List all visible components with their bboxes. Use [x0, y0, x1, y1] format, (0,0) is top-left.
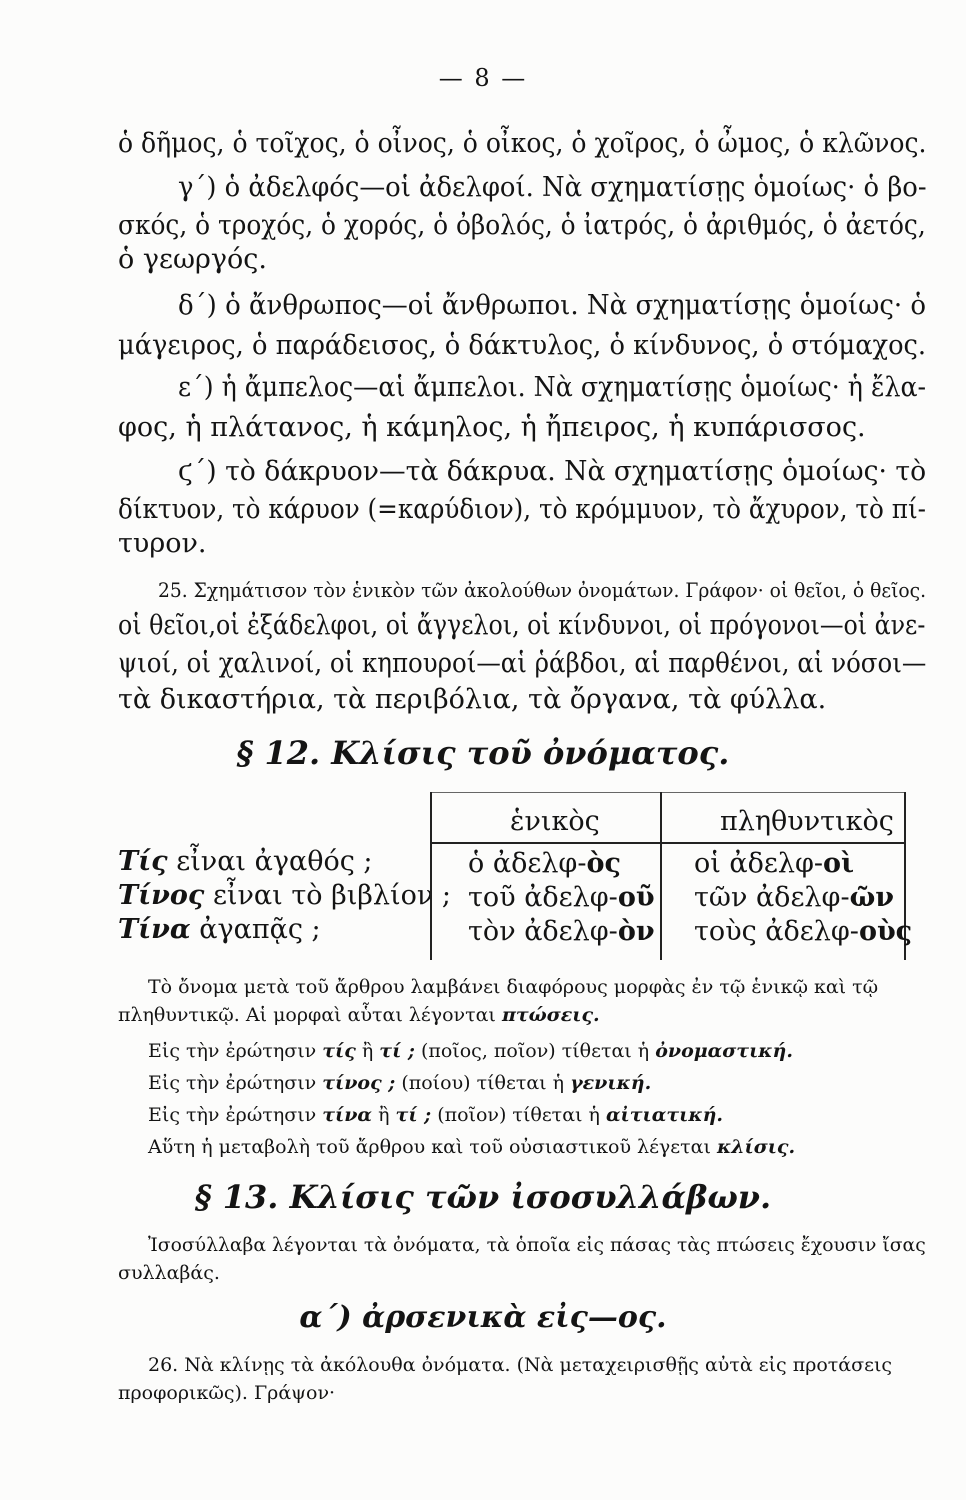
question-word: Τίς	[118, 846, 168, 877]
table-top-rule	[430, 792, 906, 793]
note-line	[118, 1004, 600, 1026]
header-singular: ἑνικὸς	[510, 806, 600, 837]
note-emphasis: πτώσεις.	[501, 1004, 600, 1026]
note-text: πληθυντικῷ. Αἱ μορφαὶ αὗται λέγονται	[118, 1004, 496, 1026]
exercise-26-line: 26. Νὰ κλίνῃς τὰ ἀκόλουθα ὀνόματα. (Νὰ μεταχειρισθῇς αὐτὰ εἰς προτάσεις	[148, 1354, 893, 1376]
text-line: ὁ δῆμος, ὁ τοῖχος, ὁ οἶνος, ὁ οἶκος, ὁ χοῖρος, ὁ ὦμος, ὁ κλῶνος.	[118, 128, 927, 159]
exercise-25-line: ψιοί, οἱ χαλινοί, οἱ κηπουροί—αἱ ῥάβδοι, αἱ παρθένοι, αἱ νόσοι—	[118, 648, 927, 679]
cell-stem: τῶν ἀδελφ-	[694, 882, 850, 913]
declension-table	[430, 792, 913, 960]
question-row	[118, 846, 373, 877]
exercise-26-line: προφορικῶς). Γράψον·	[118, 1382, 336, 1404]
page-number: — 8 —	[438, 64, 528, 92]
note-text: ἢ	[378, 1104, 390, 1126]
note-text: (ποῖον) τίθεται ἡ	[437, 1104, 600, 1126]
question-rest: εἶναι τὸ βιβλίον ;	[212, 880, 451, 911]
note-line: Τὸ ὄνομα μετὰ τοῦ ἄρθρου λαμβάνει διαφόρους μορφὰς ἐν τῷ ἑνικῷ καὶ τῷ	[148, 976, 879, 998]
singular-cell	[468, 848, 621, 879]
note-emphasis: ὀνομαστική.	[655, 1040, 793, 1062]
note-emphasis: τίνος ;	[322, 1072, 396, 1094]
cell-stem: οἱ ἀδελφ-	[694, 848, 824, 879]
note-text: Εἰς τὴν ἐρώτησιν	[148, 1040, 317, 1062]
question-word: Τίνα	[118, 914, 191, 945]
exercise-25-line: οἱ θεῖοι,οἱ ἐξάδελφοι, οἱ ἄγγελοι, οἱ κίνδυνοι, οἱ πρόγονοι—οἱ ἀνε-	[118, 610, 926, 641]
note-line	[148, 1136, 795, 1158]
note-text: Αὕτη ἡ μεταβολὴ τοῦ ἄρθρου καὶ τοῦ οὐσιαστικοῦ λέγεται	[148, 1136, 711, 1158]
note-text: Εἰς τὴν ἐρώτησιν	[148, 1104, 317, 1126]
note-text: Εἰς τὴν ἐρώτησιν	[148, 1072, 317, 1094]
text-line: συλλαβάς.	[118, 1262, 220, 1284]
plural-cell	[694, 916, 912, 947]
note-text: ἢ	[361, 1040, 374, 1062]
subheading: α΄) ἀρσενικὰ εἰς—ος.	[299, 1300, 667, 1335]
singular-cell	[468, 916, 655, 947]
text-line: ὁ γεωργός.	[118, 244, 267, 275]
singular-cell	[468, 882, 655, 913]
header-plural: πληθυντικὸς	[720, 806, 894, 837]
note-emphasis: γενική.	[570, 1072, 652, 1094]
exercise-25-heading: 25. Σχημάτισον τὸν ἑνικὸν τῶν ἀκολούθων ὀνομάτων. Γράφον· οἱ θεῖοι, ὁ θεῖος.	[158, 578, 927, 602]
cell-stem: τοῦ ἀδελφ-	[468, 882, 618, 913]
table-rule	[430, 792, 432, 960]
text-line: ϛ΄) τὸ δάκρυον—τὰ δάκρυα. Νὰ σχηματίσῃς ὁμοίως· τὸ	[178, 456, 927, 487]
exercise-25-line: τὰ δικαστήρια, τὰ περιβόλια, τὰ ὄργανα, τὰ φύλλα.	[118, 684, 827, 715]
cell-stem: τὸν ἀδελφ-	[468, 916, 618, 947]
cell-ending: οῦ	[617, 882, 655, 913]
note-text: (ποῖος, ποῖον) τίθεται ἡ	[420, 1040, 650, 1062]
note-line	[148, 1072, 651, 1094]
text-line: ε΄) ἡ ἄμπελος—αἱ ἄμπελοι. Νὰ σχηματίσῃς ὁμοίως· ἡ ἔλα-	[178, 372, 927, 403]
cell-ending: οὶ	[823, 848, 855, 879]
plural-cell	[694, 848, 854, 879]
note-emphasis: αἰτιατική.	[605, 1104, 723, 1126]
note-line	[148, 1040, 793, 1062]
note-emphasis: κλίσις.	[716, 1136, 796, 1158]
text-line: μάγειρος, ὁ παράδεισος, ὁ δάκτυλος, ὁ κίνδυνος, ὁ στόμαχος.	[118, 330, 927, 361]
question-rest: εἶναι ἀγαθός ;	[176, 846, 373, 877]
note-emphasis: τί ;	[379, 1040, 415, 1062]
note-emphasis: τί ;	[395, 1104, 432, 1126]
text-line: γ΄) ὁ ἀδελφός—οἱ ἀδελφοί. Νὰ σχηματίσῃς ὁμοίως· ὁ βο-	[178, 172, 927, 203]
cell-stem: ὁ ἀδελφ-	[468, 848, 587, 879]
plural-cell	[694, 882, 894, 913]
text-line: σκός, ὁ τροχός, ὁ χορός, ὁ ὀβολός, ὁ ἰατρός, ὁ ἀριθμός, ὁ ἀετός,	[118, 210, 926, 241]
question-rest: ἀγαπᾷς ;	[199, 914, 321, 945]
text-line: τυρον.	[118, 528, 207, 559]
question-word: Τίνος	[118, 880, 205, 911]
cell-ending: ῶν	[849, 882, 895, 913]
table-rule	[660, 792, 662, 960]
question-row	[118, 880, 451, 911]
cell-ending: ὸν	[617, 916, 655, 947]
text-line: Ἰσοσύλλαβα λέγονται τὰ ὀνόματα, τὰ ὁποῖα εἰς πάσας τὰς πτώσεις ἔχουσιν ἴσας	[148, 1234, 926, 1256]
table-header-rule	[430, 842, 906, 844]
text-line: φος, ἡ πλάτανος, ἡ κάμηλος, ἡ ἤπειρος, ἡ κυπάρισσος.	[118, 412, 866, 443]
cell-ending: οὺς	[858, 916, 913, 947]
question-row	[118, 914, 321, 945]
note-emphasis: τίνα	[322, 1104, 373, 1126]
cell-stem: τοὺς ἀδελφ-	[694, 916, 859, 947]
section-12-heading: § 12. Κλίσις τοῦ ὀνόματος.	[236, 734, 730, 772]
text-line: δίκτυον, τὸ κάρυον (=καρύδιον), τὸ κρόμμυον, τὸ ἄχυρον, τὸ πί-	[118, 494, 926, 525]
note-emphasis: τίς	[322, 1040, 356, 1062]
section-13-heading: § 13. Κλίσις τῶν ἰσοσυλλάβων.	[194, 1178, 772, 1216]
text-line: δ΄) ὁ ἄνθρωπος—οἱ ἄνθρωποι. Νὰ σχηματίσῃς ὁμοίως· ὁ	[178, 290, 927, 321]
note-text: (ποίου) τίθεται ἡ	[401, 1072, 565, 1094]
note-line	[148, 1104, 723, 1126]
cell-ending: ὸς	[586, 848, 621, 879]
